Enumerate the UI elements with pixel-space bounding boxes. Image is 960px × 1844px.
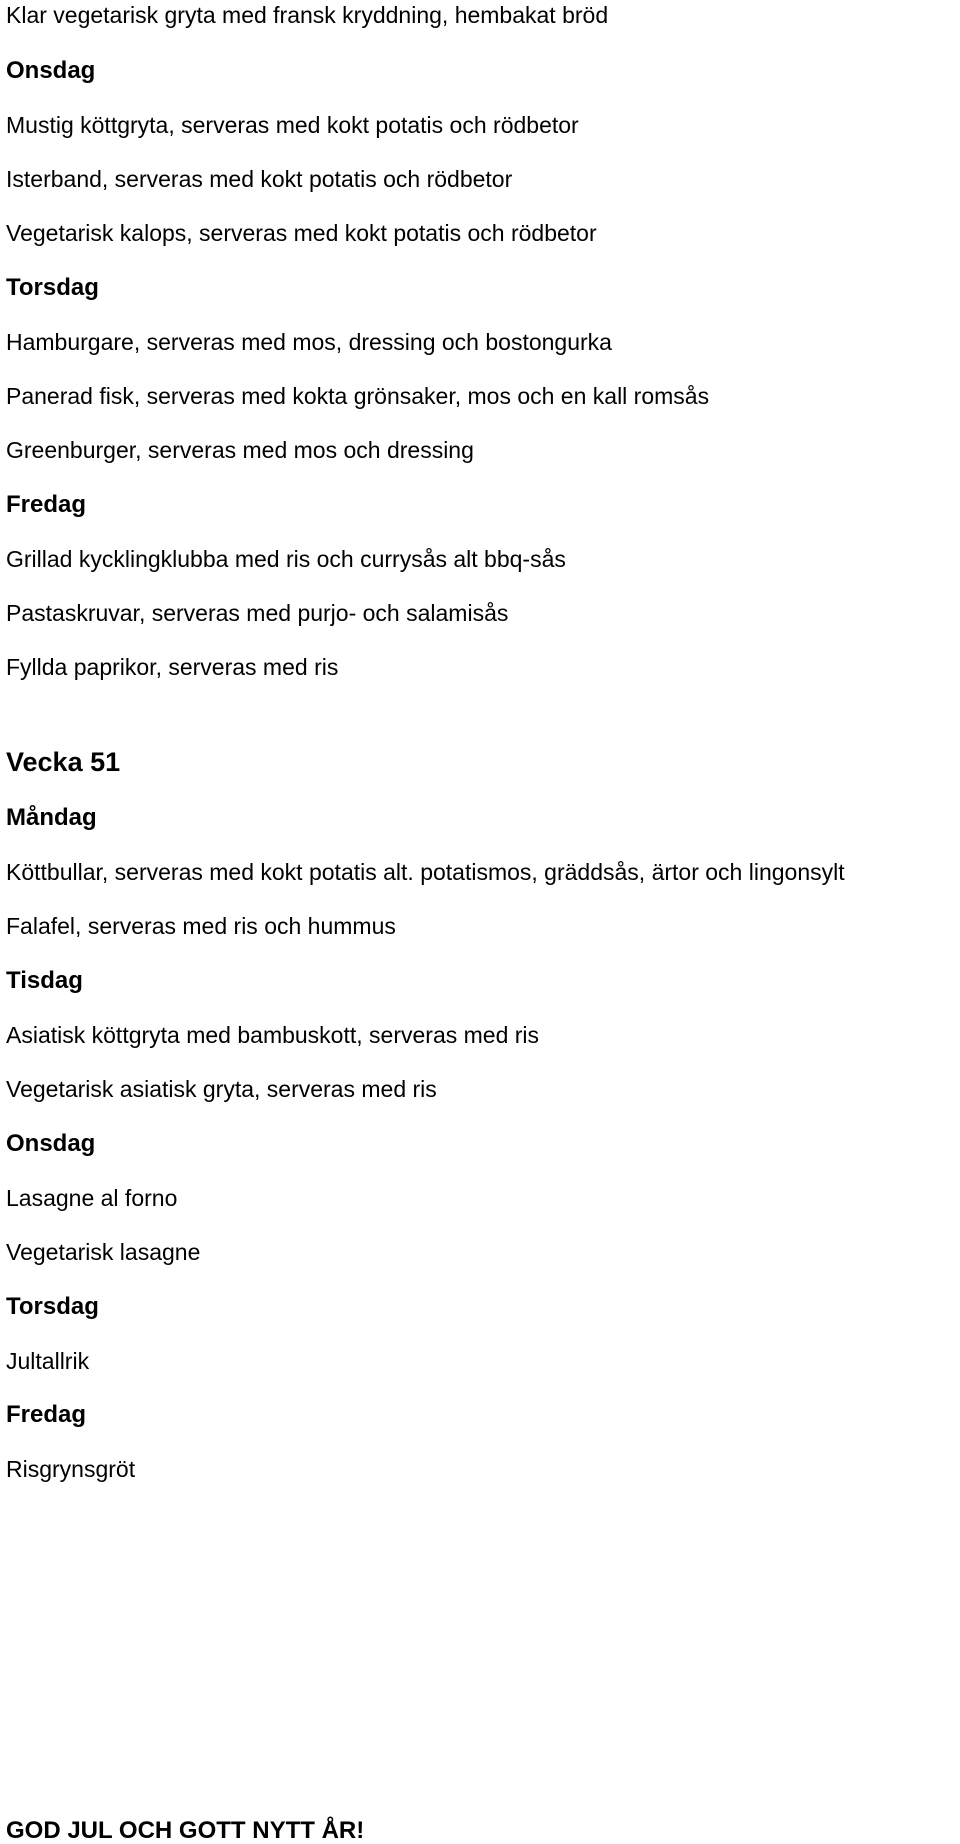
menu-item: Klar vegetarisk gryta med fransk kryddning, hembakat bröd (6, 2, 609, 28)
day-heading-tuesday: Tisdag (6, 967, 83, 994)
menu-item: Vegetarisk asiatisk gryta, serveras med ris (6, 1076, 437, 1102)
menu-item: Falafel, serveras med ris och hummus (6, 913, 396, 939)
menu-item: Vegetarisk kalops, serveras med kokt potatis och rödbetor (6, 220, 597, 246)
menu-item: Lasagne al forno (6, 1185, 178, 1211)
menu-item: Köttbullar, serveras med kokt potatis alt. potatismos, gräddsås, ärtor och lingonsylt (6, 859, 845, 885)
day-heading-wednesday: Onsdag (6, 1130, 96, 1157)
day-heading-friday: Fredag (6, 491, 87, 518)
holiday-greeting: GOD JUL OCH GOTT NYTT ÅR! (6, 1817, 365, 1844)
menu-item: Jultallrik (6, 1348, 90, 1374)
menu-item: Isterband, serveras med kokt potatis och rödbetor (6, 166, 513, 192)
day-heading-monday: Måndag (6, 804, 97, 831)
menu-item: Vegetarisk lasagne (6, 1239, 201, 1265)
week-heading: Vecka 51 (6, 747, 121, 777)
menu-item: Mustig köttgryta, serveras med kokt potatis och rödbetor (6, 112, 579, 138)
day-heading-thursday: Torsdag (6, 274, 99, 301)
day-heading-thursday: Torsdag (6, 1293, 99, 1320)
menu-item: Asiatisk köttgryta med bambuskott, serveras med ris (6, 1022, 540, 1048)
day-heading-wednesday: Onsdag (6, 57, 96, 84)
menu-item: Fyllda paprikor, serveras med ris (6, 654, 339, 680)
menu-item: Risgrynsgröt (6, 1456, 136, 1482)
menu-item: Hamburgare, serveras med mos, dressing och bostongurka (6, 329, 612, 355)
menu-item: Pastaskruvar, serveras med purjo- och salamisås (6, 600, 509, 626)
menu-item: Grillad kycklingklubba med ris och currysås alt bbq-sås (6, 546, 566, 572)
menu-item: Greenburger, serveras med mos och dressing (6, 437, 474, 463)
day-heading-friday: Fredag (6, 1401, 87, 1428)
menu-item: Panerad fisk, serveras med kokta grönsaker, mos och en kall romsås (6, 383, 710, 409)
